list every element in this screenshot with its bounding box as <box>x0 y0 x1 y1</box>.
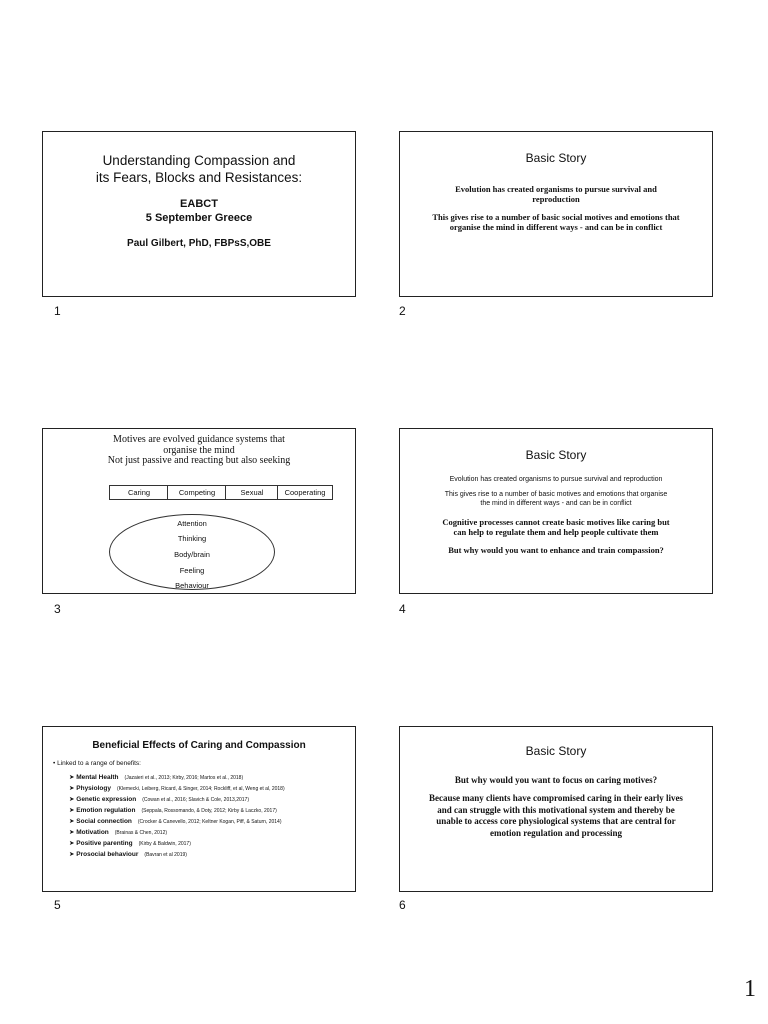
process-attention: Attention <box>177 519 207 528</box>
benefit-label: Emotion regulation <box>76 807 136 814</box>
slide-4-para-3: Cognitive processes cannot create basic motives like caring but can help to regulate them and help people cultivate them <box>442 517 670 537</box>
slide-2 <box>399 131 713 297</box>
heading-line-3: Not just passive and reacting but also seeking <box>107 455 291 466</box>
benefit-item: ➤ Positive parenting (Kirby & Baldwin, 2017) <box>69 840 191 847</box>
slide-2-para-1: Evolution has created organisms to pursue survival and reproduction <box>455 184 657 204</box>
benefit-label: Genetic expression <box>76 796 137 803</box>
benefit-label: Physiology <box>76 785 111 792</box>
motive-cooperating: Cooperating <box>277 485 333 500</box>
motive-caring: Caring <box>109 485 169 500</box>
event-name: EABCT <box>180 198 218 210</box>
slide-1 <box>42 131 356 297</box>
slide-2-para-2: This gives rise to a number of basic social motives and emotions that organise the mind in different ways - and can be in conflict <box>432 212 680 232</box>
heading-line-1: Motives are evolved guidance systems that <box>113 434 285 445</box>
benefit-item: ➤ Motivation (Brainas & Chen, 2012) <box>69 829 168 836</box>
slide-number-3: 3 <box>54 602 61 616</box>
benefit-label: Prosocial behaviour <box>76 851 139 858</box>
slide-4-heading: Basic Story <box>525 448 587 462</box>
slide-6-para-1: But why would you want to focus on caring motives? <box>454 775 658 785</box>
slide-6-para-2: Because many clients have compromised caring in their early lives and can struggle with this motivational system and thereby be unable to access core physiological systems that are central for emotion regulation and processing <box>429 793 683 838</box>
heading-line-2: organise the mind <box>163 444 235 456</box>
benefit-citation: (Jazaieri et al., 2013; Kirby, 2016; Martos et al., 2018) <box>124 775 244 781</box>
title-line-2: its Fears, Blocks and Resistances: <box>95 170 303 185</box>
benefit-item: ➤ Prosocial behaviour (Bavran et al 2019) <box>69 851 187 858</box>
title-line-1: Understanding Compassion and <box>102 153 296 168</box>
process-thinking: Thinking <box>177 534 207 543</box>
slide-1-title <box>43 152 355 186</box>
intro-text: Linked to a range of benefits: <box>57 760 141 767</box>
motive-competing: Competing <box>167 485 227 500</box>
slide-3-heading <box>43 435 355 467</box>
slide-2-heading: Basic Story <box>525 151 587 165</box>
motive-sexual: Sexual <box>225 485 279 500</box>
slide-number-2: 2 <box>399 304 406 318</box>
benefit-item: ➤ Genetic expression (Cowan et al., 2016; Slavich & Cole, 2013,2017) <box>69 796 249 803</box>
benefit-citation: (Seppala, Rossomando, & Doty, 2012; Kirby & Laczko, 2017) <box>141 808 277 814</box>
benefit-citation: (Bavran et al 2019) <box>144 852 187 858</box>
process-behaviour: Behaviour <box>175 581 209 590</box>
process-feeling: Feeling <box>179 566 205 575</box>
slide-6 <box>399 726 713 892</box>
slide-5-heading: Beneficial Effects of Caring and Compassion <box>92 740 306 751</box>
event-date: 5 September Greece <box>145 212 253 224</box>
benefit-citation: (Kirby & Baldwin, 2017) <box>138 841 191 847</box>
author: Paul Gilbert, PhD, FBPsS,OBE <box>127 238 271 249</box>
benefit-item: ➤ Physiology (Klemecki, Leiberg, Ricard, & Singer, 2014; Rockliff, et al, Weng et al, 2018) <box>69 785 285 792</box>
benefit-citation: (Brainas & Chen, 2012) <box>114 830 168 836</box>
benefit-item: ➤ Mental Health (Jazaieri et al., 2013; Kirby, 2016; Martos et al., 2018) <box>69 774 244 781</box>
slide-3 <box>42 428 356 594</box>
benefit-label: Positive parenting <box>76 840 133 847</box>
benefit-citation: (Crocker & Canevello, 2012; Keltner Kogan, Piff, & Saturn, 2014) <box>137 819 282 825</box>
slide-number-4: 4 <box>399 602 406 616</box>
benefits-intro: • Linked to a range of benefits: <box>53 760 141 767</box>
slide-4-para-1: Evolution has created organisms to pursue survival and reproduction <box>449 476 663 483</box>
slide-6-heading: Basic Story <box>525 744 587 758</box>
process-body-brain: Body/brain <box>174 550 210 559</box>
slide-number-6: 6 <box>399 898 406 912</box>
slide-4 <box>399 428 713 594</box>
slide-4-para-4: But why would you want to enhance and train compassion? <box>448 545 664 555</box>
slide-number-1: 1 <box>54 304 61 318</box>
slide-4-para-2: This gives rise to a number of basic motives and emotions that organise the mind in different ways - and can be in conflict <box>444 491 668 507</box>
benefit-item: ➤ Social connection (Crocker & Canevello, 2012; Keltner Kogan, Piff, & Saturn, 2014) <box>69 818 282 825</box>
benefit-label: Mental Health <box>76 774 119 781</box>
benefit-item: ➤ Emotion regulation (Seppala, Rossomando, & Doty, 2012; Kirby & Laczko, 2017) <box>69 807 277 814</box>
benefit-label: Social connection <box>76 818 132 825</box>
benefit-label: Motivation <box>76 829 109 836</box>
page-number: 1 <box>744 976 756 1002</box>
slide-number-5: 5 <box>54 898 61 912</box>
slide-5 <box>42 726 356 892</box>
benefit-citation: (Cowan et al., 2016; Slavich & Cole, 2013,2017) <box>142 797 249 803</box>
benefit-citation: (Klemecki, Leiberg, Ricard, & Singer, 2014; Rockliff, et al, Weng et al, 2018) <box>116 786 285 792</box>
